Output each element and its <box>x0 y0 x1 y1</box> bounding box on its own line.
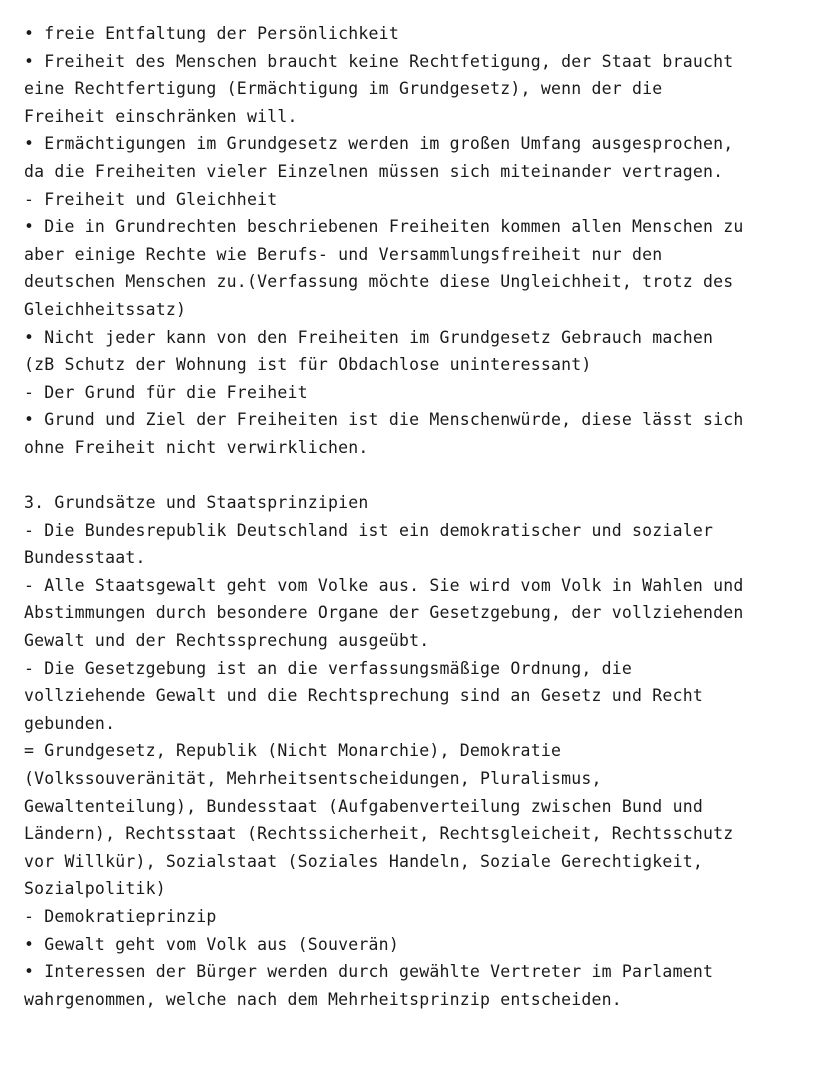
document-page <box>24 20 820 1013</box>
text-line: • Nicht jeder kann von den Freiheiten im Grundgesetz Gebrauch machen <box>24 327 714 347</box>
text-line: • Ermächtigungen im Grundgesetz werden im großen Umfang ausgesprochen, <box>24 134 734 154</box>
text-line: - Die Gesetzgebung ist an die verfassungsmäßige Ordnung, die <box>24 658 633 678</box>
blank-line <box>24 462 820 490</box>
text-line: Abstimmungen durch besondere Organe der Gesetzgebung, der vollziehenden <box>24 603 744 623</box>
text-line: - Alle Staatsgewalt geht vom Volke aus. Sie wird vom Volk in Wahlen und <box>24 575 744 595</box>
text-line: • Freiheit des Menschen braucht keine Rechtfetigung, der Staat braucht <box>24 51 734 71</box>
text-line: • Die in Grundrechten beschriebenen Freiheiten kommen allen Menschen zu <box>24 217 744 237</box>
text-line: (Volkssouveränität, Mehrheitsentscheidungen, Pluralismus, <box>24 769 602 789</box>
text-line: Freiheit einschränken will. <box>24 106 298 126</box>
section-heading: 3. Grundsätze und Staatsprinzipien <box>24 493 369 513</box>
text-line: gebunden. <box>24 713 116 733</box>
text-line: deutschen Menschen zu.(Verfassung möchte diese Ungleichheit, trotz des <box>24 272 734 292</box>
text-line: (zB Schutz der Wohnung ist für Obdachlose uninteressant) <box>24 355 592 375</box>
text-line: Gleichheitssatz) <box>24 299 187 319</box>
text-line: • freie Entfaltung der Persönlichkeit <box>24 24 399 43</box>
text-line: • Gewalt geht vom Volk aus (Souverän) <box>24 934 399 954</box>
text-line: - Der Grund für die Freiheit <box>24 382 308 402</box>
text-line: = Grundgesetz, Republik (Nicht Monarchie), Demokratie <box>24 741 562 761</box>
text-line: • Grund und Ziel der Freiheiten ist die Menschenwürde, diese lässt sich <box>24 410 744 430</box>
text-line: Sozialpolitik) <box>24 879 166 899</box>
text-line: wahrgenommen, welche nach dem Mehrheitsprinzip entscheiden. <box>24 989 622 1009</box>
text-line: - Die Bundesrepublik Deutschland ist ein demokratischer und sozialer <box>24 520 714 540</box>
text-line: Bundesstaat. <box>24 548 146 568</box>
text-line: vollziehende Gewalt und die Rechtsprechung sind an Gesetz und Recht <box>24 686 703 706</box>
text-line: Gewalt und der Rechtssprechung ausgeübt. <box>24 631 430 651</box>
text-line: aber einige Rechte wie Berufs- und Versammlungsfreiheit nur den <box>24 244 663 264</box>
text-line: - Freiheit und Gleichheit <box>24 189 278 209</box>
text-line: • Interessen der Bürger werden durch gewählte Vertreter im Parlament <box>24 962 714 982</box>
text-line: - Demokratieprinzip <box>24 907 217 926</box>
text-line: eine Rechtfertigung (Ermächtigung im Grundgesetz), wenn der die <box>24 79 663 99</box>
text-line: Gewaltenteilung), Bundesstaat (Aufgabenverteilung zwischen Bund und <box>24 796 703 816</box>
text-line: Ländern), Rechtsstaat (Rechtssicherheit, Rechtsgleicheit, Rechtsschutz <box>24 824 734 844</box>
text-line: ohne Freiheit nicht verwirklichen. <box>24 437 369 457</box>
text-line: da die Freiheiten vieler Einzelnen müssen sich miteinander vertragen. <box>24 161 724 181</box>
text-line: vor Willkür), Sozialstaat (Soziales Handeln, Soziale Gerechtigkeit, <box>24 851 703 871</box>
